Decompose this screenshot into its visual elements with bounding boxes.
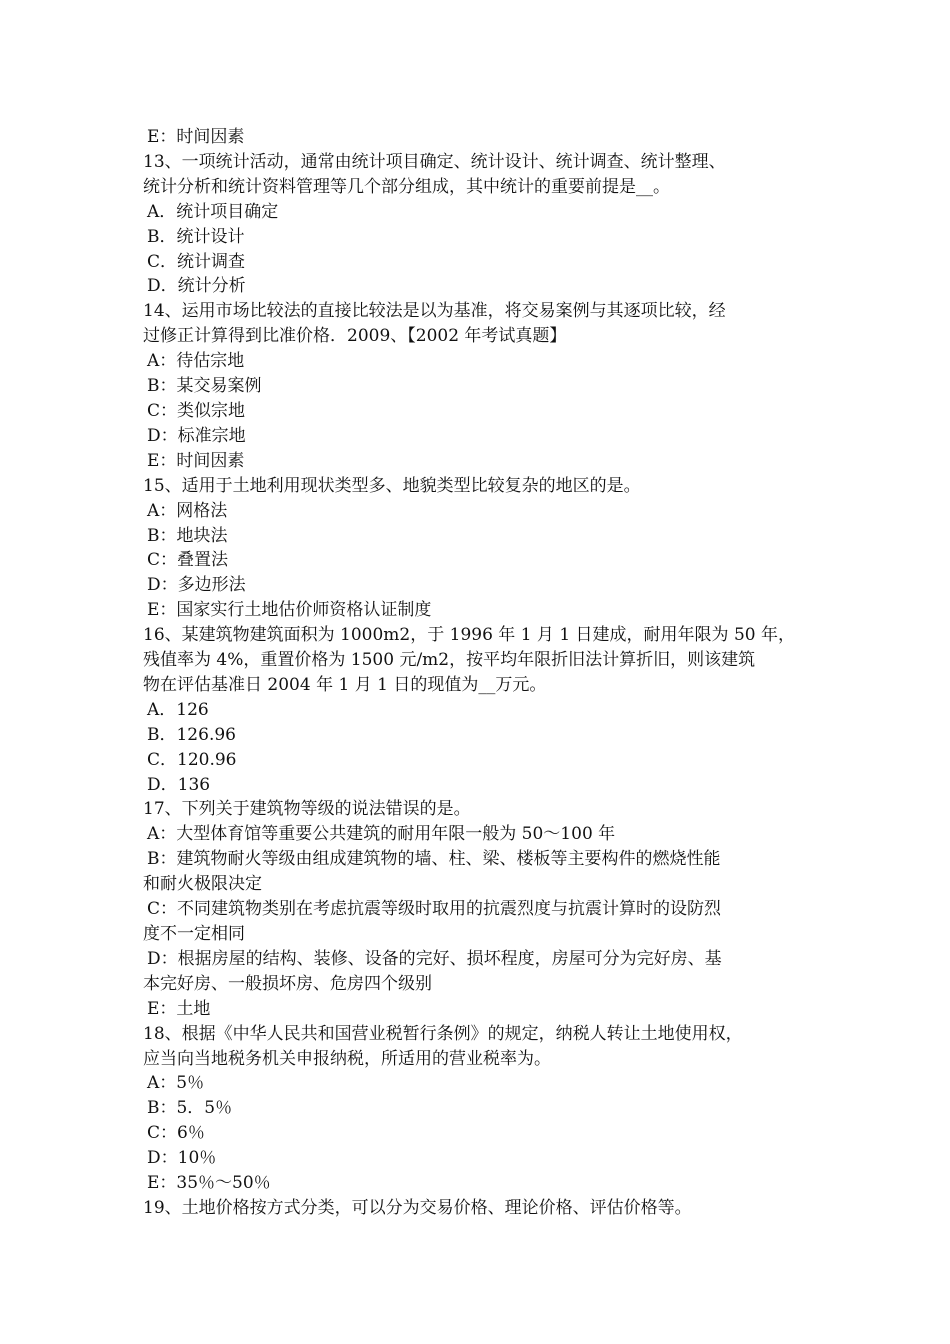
option-line: D．136 <box>147 774 211 795</box>
text-line: 应当向当地税务机关申报纳税，所适用的营业税率为。 <box>143 1048 551 1069</box>
option-line: A：大型体育馆等重要公共建筑的耐用年限一般为 50～100 年 <box>147 824 616 845</box>
option-line: D．统计分析 <box>147 276 246 297</box>
option-line: A．126 <box>147 699 209 720</box>
option-line: A：待估宗地 <box>147 351 245 372</box>
option-line: B：地块法 <box>147 525 228 546</box>
option-line: D：多边形法 <box>147 575 246 596</box>
option-line: C．120.96 <box>147 749 237 770</box>
document-body <box>143 125 813 1221</box>
option-line: A：5％ <box>147 1073 205 1094</box>
option-line: B：5．5％ <box>147 1098 233 1119</box>
option-line: B：建筑物耐火等级由组成建筑物的墙、柱、梁、楼板等主要构件的燃烧性能 <box>147 849 721 870</box>
text-line: 19、土地价格按方式分类，可以分为交易价格、理论价格、评估价格等。 <box>143 1197 692 1218</box>
option-line: E：35％～50％ <box>147 1173 271 1194</box>
option-line: E：土地 <box>147 998 211 1019</box>
option-line: A：网格法 <box>147 500 228 521</box>
text-line: 残值率为 4%，重置价格为 1500 元/m2，按平均年限折旧法计算折旧，则该建筑 <box>143 650 756 671</box>
text-line: 度不一定相同 <box>143 924 245 944</box>
text-line: 本完好房、一般损坏房、危房四个级别 <box>143 973 432 994</box>
text-line: 16、某建筑物建筑面积为 1000m2，于 1996 年 1 月 1 日建成，耐用年限为 50 年， <box>143 625 795 646</box>
option-line: C．统计调查 <box>147 251 246 272</box>
option-line: E：时间因素 <box>147 450 245 471</box>
option-line: B．126.96 <box>147 724 236 745</box>
option-line: D：10％ <box>147 1148 217 1169</box>
option-line: B．统计设计 <box>147 226 245 247</box>
text-line: 17、下列关于建筑物等级的说法错误的是。 <box>143 799 471 820</box>
option-line: B：某交易案例 <box>147 376 262 397</box>
option-line: C：叠置法 <box>147 550 229 571</box>
option-line: C：不同建筑物类别在考虑抗震等级时取用的抗震烈度与抗震计算时的设防烈 <box>147 899 722 920</box>
text-line: 和耐火极限决定 <box>143 874 262 895</box>
text-line: 13、一项统计活动，通常由统计项目确定、统计设计、统计调查、统计整理、 <box>143 151 726 172</box>
option-line: E：时间因素 <box>147 127 245 147</box>
text-line: 统计分析和统计资料管理等几个部分组成，其中统计的重要前提是__。 <box>143 176 670 197</box>
text-line: 18、根据《中华人民共和国营业税暂行条例》的规定，纳税人转让土地使用权， <box>143 1023 743 1044</box>
option-line: C：类似宗地 <box>147 400 246 421</box>
option-line: A．统计项目确定 <box>147 201 279 222</box>
option-line: D：标准宗地 <box>147 425 246 446</box>
option-line: C：6％ <box>147 1123 205 1144</box>
text-line: 15、适用于土地利用现状类型多、地貌类型比较复杂的地区的是。 <box>143 475 641 496</box>
option-line: E：国家实行土地估价师资格认证制度 <box>147 600 432 621</box>
option-line: D：根据房屋的结构、装修、设备的完好、损坏程度，房屋可分为完好房、基 <box>147 948 722 969</box>
text-line: 物在评估基准日 2004 年 1 月 1 日的现值为__万元。 <box>143 674 547 695</box>
text-line: 14、运用市场比较法的直接比较法是以为基准，将交易案例与其逐项比较，经 <box>143 301 726 322</box>
text-line: 过修正计算得到比准价格．2009、【2002 年考试真题】 <box>143 326 567 347</box>
